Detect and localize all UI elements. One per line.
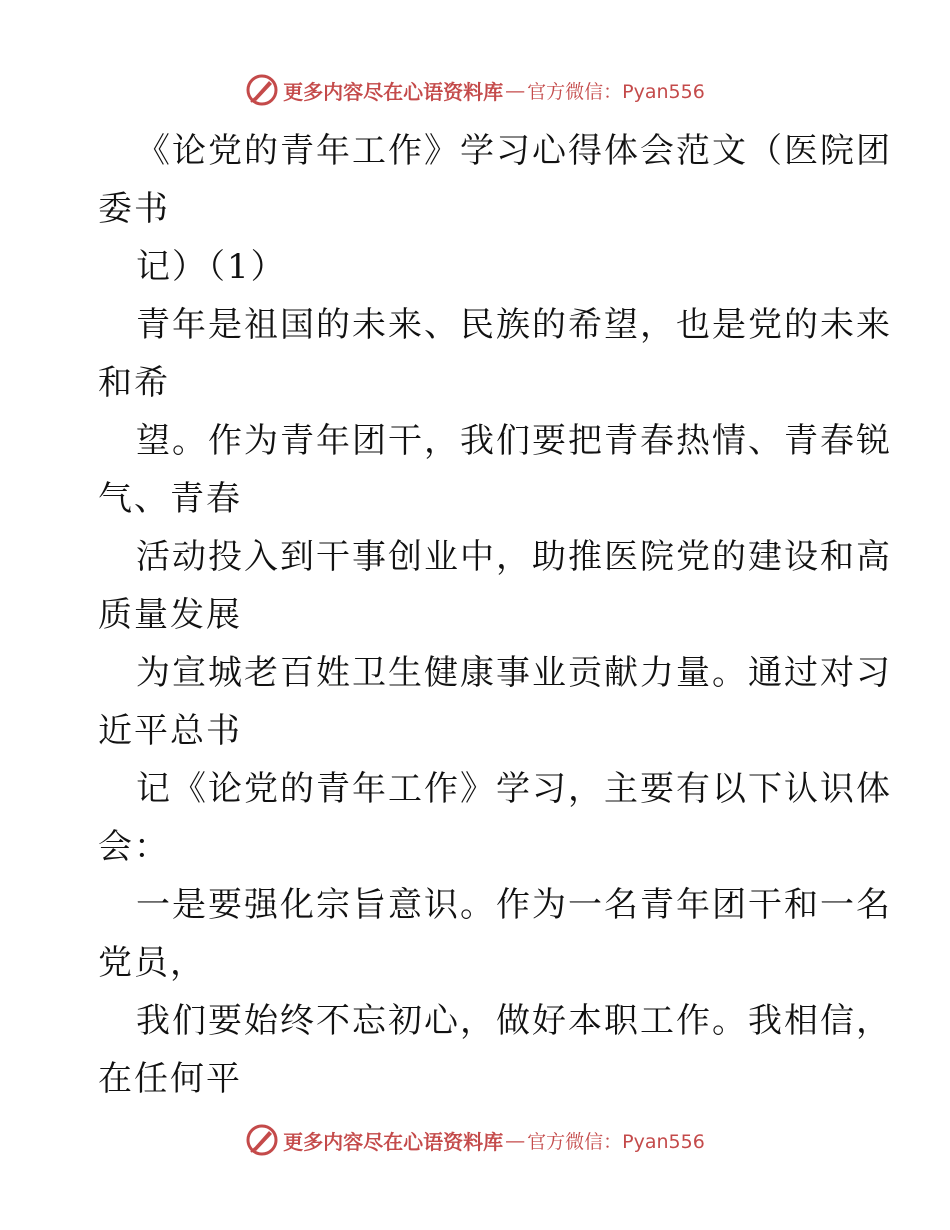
text-line: 《论党的青年工作》学习心得体会范文（医院团 xyxy=(136,131,892,171)
text-line: 青年是祖国的未来、民族的希望，也是党的未来 xyxy=(136,305,892,345)
text-line: 和希 xyxy=(98,363,170,403)
text-line: 活动投入到干事创业中，助推医院党的建设和高 xyxy=(136,537,892,577)
text-line: 气、青春 xyxy=(98,479,242,519)
quill-logo-icon xyxy=(245,73,279,107)
watermark-dash: — xyxy=(505,1128,526,1152)
header-watermark-banner xyxy=(0,70,950,110)
text-line: 记《论党的青年工作》学习，主要有以下认识体 xyxy=(136,769,892,809)
document-body xyxy=(98,122,892,1108)
watermark-dash: — xyxy=(505,78,526,102)
text-line: 记）（1） xyxy=(136,247,287,287)
text-line: 在任何平 xyxy=(98,1059,242,1099)
text-line: 委书 xyxy=(98,189,170,229)
watermark-wechat-text: 官方微信：Pyan556 xyxy=(527,1130,705,1153)
text-line: 近平总书 xyxy=(98,711,242,751)
text-line: 望。作为青年团干，我们要把青春热情、青春锐 xyxy=(136,421,892,461)
footer-watermark-banner xyxy=(0,1120,950,1160)
watermark-brand-text: 更多内容尽在心语资料库 xyxy=(283,1129,504,1154)
text-line: 党员， xyxy=(98,943,206,983)
text-line: 一是要强化宗旨意识。作为一名青年团干和一名 xyxy=(136,885,892,925)
watermark-brand-text: 更多内容尽在心语资料库 xyxy=(283,79,504,104)
text-line: 我们要始终不忘初心，做好本职工作。我相信， xyxy=(136,1001,892,1041)
text-line: 为宣城老百姓卫生健康事业贡献力量。通过对习 xyxy=(136,653,892,693)
quill-logo-icon xyxy=(245,1123,279,1157)
watermark-wechat-text: 官方微信：Pyan556 xyxy=(527,80,705,103)
text-line: 质量发展 xyxy=(98,595,242,635)
text-line: 会： xyxy=(98,827,170,867)
